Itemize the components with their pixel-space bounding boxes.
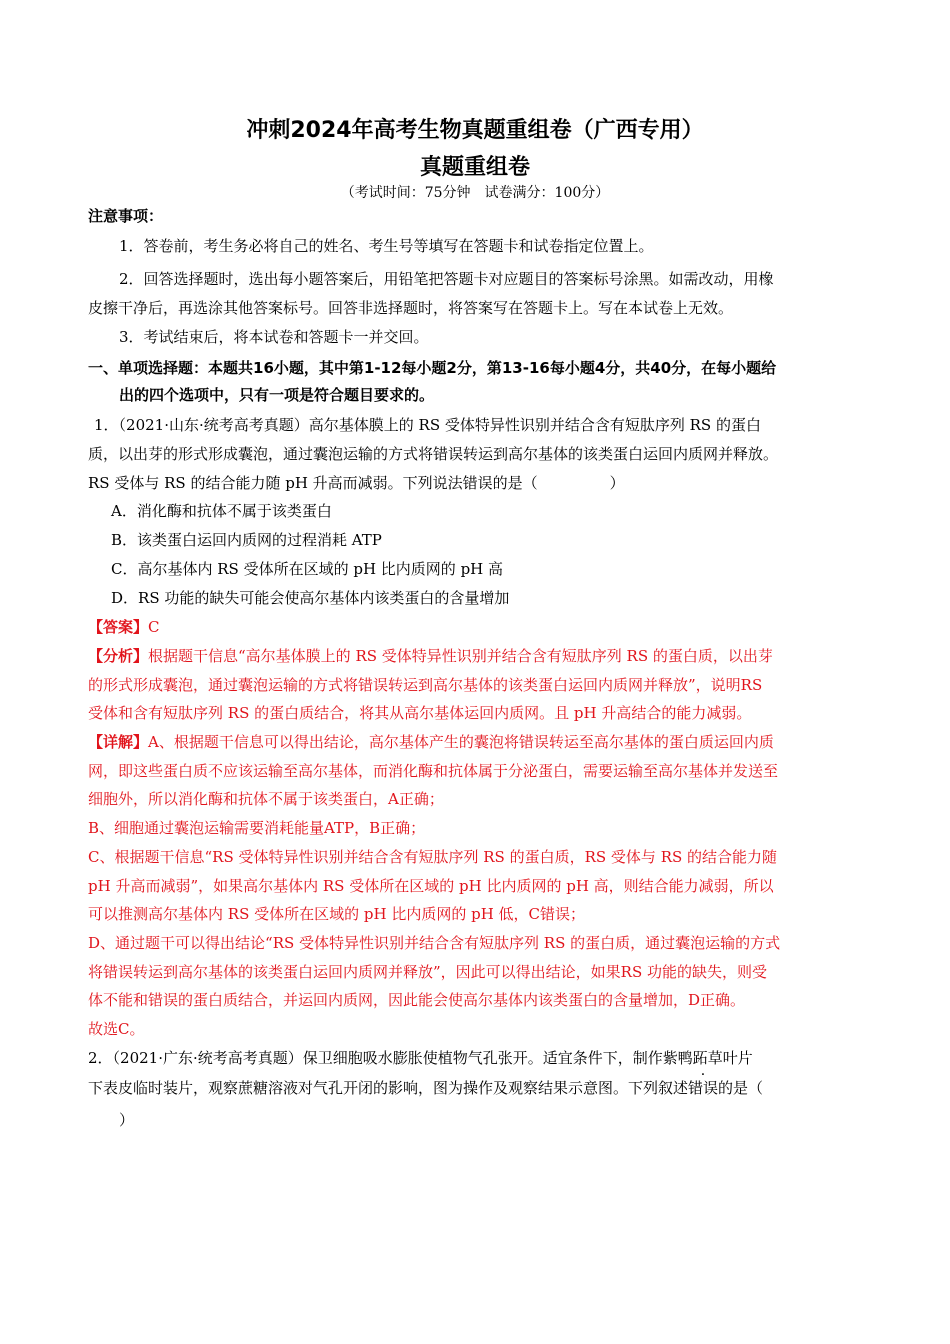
q2-stem-text: 下表皮临时装片，观察蔗糖溶液对气孔开闭的影响，图为操作及观察结果示意图。下列叙述 bbox=[88, 1079, 689, 1097]
analysis-tag: 【分析】 bbox=[88, 647, 149, 665]
q1-detail-line-7: 可以推测高尔基体内 RS 受体所在区域的 pH 比内质网的 pH 低，C错误； bbox=[88, 905, 586, 923]
q1-detail-line-1 bbox=[88, 732, 774, 752]
q2-stem-line-2 bbox=[88, 1078, 763, 1098]
q1-conclusion: 故选C。 bbox=[88, 1020, 145, 1038]
notice-heading: 注意事项： bbox=[88, 207, 164, 225]
q1-detail-line-10: 体不能和错误的蛋白质结合，并运回内质网，因此能会使高尔基体内该类蛋白的含量增加，D正确。 bbox=[88, 991, 746, 1009]
page-subtitle: 真题重组卷 bbox=[419, 155, 530, 180]
q1-option-b: B．该类蛋白运回内质网的过程消耗 ATP bbox=[111, 531, 382, 549]
detail-text: A、根据题干信息可以得出结论，高尔基体产生的囊泡将错误转运至高尔基体的蛋白质运回内质 bbox=[148, 733, 774, 751]
q2-emphasis: 错误 bbox=[688, 1079, 719, 1097]
section-heading-cont: 出的四个选项中，只有一项是符合题目要求的。 bbox=[119, 386, 435, 404]
q1-detail-line-2: 网，即这些蛋白质不应该运输至高尔基体，而消化酶和抗体属于分泌蛋白，需要运输至高尔基体并发送至 bbox=[88, 762, 779, 780]
notice-item-1: 1．答卷前，考生务必将自己的姓名、考生号等填写在答题卡和试卷指定位置上。 bbox=[119, 237, 654, 255]
q2-stem-line-1: 2．（2021·广东·统考高考真题）保卫细胞吸水膨胀使植物气孔张开。适宜条件下，制作紫鸭跖草叶片 bbox=[88, 1049, 753, 1067]
q1-option-a: A．消化酶和抗体不属于该类蛋白 bbox=[111, 502, 332, 520]
answer-value: C bbox=[148, 618, 160, 636]
q1-answer bbox=[88, 617, 160, 637]
q1-stem-line-1: 1．（2021·山东·统考高考真题）高尔基体膜上的 RS 受体特异性识别并结合含有短肽序列 RS 的蛋白 bbox=[94, 416, 761, 434]
q1-analysis-line-3: 受体和含有短肽序列 RS 的蛋白质结合，将其从高尔基体运回内质网。且 pH 升高结合的能力减弱。 bbox=[88, 704, 752, 722]
q1-detail-line-6: pH 升高而减弱”，如果高尔基体内 RS 受体所在区域的 pH 比内质网的 pH 高，则结合能力减弱，所以 bbox=[88, 877, 774, 895]
notice-item-3: 3．考试结束后，将本试卷和答题卡一并交回。 bbox=[119, 328, 429, 346]
q1-stem-line-3 bbox=[88, 473, 625, 493]
q1-detail-line-3: 细胞外，所以消化酶和抗体不属于该类蛋白，A正确； bbox=[88, 790, 444, 808]
q1-analysis-line-2: 的形式形成囊泡，通过囊泡运输的方式将错误转运到高尔基体的该类蛋白运回内质网并释放”，说明RS bbox=[88, 676, 763, 694]
q1-detail-line-4: B、细胞通过囊泡运输需要消耗能量ATP，B正确； bbox=[88, 819, 426, 837]
page-title: 冲刺2024年高考生物真题重组卷（广西专用） bbox=[246, 118, 704, 143]
q2-stem-close: ） bbox=[119, 1111, 135, 1129]
q1-stem-line-2: 质，以出芽的形式形成囊泡，通过囊泡运输的方式将错误转运到高尔基体的该类蛋白运回内质网并释放。 bbox=[88, 445, 779, 463]
notice-item-2: 2．回答选择题时，选出每小题答案后，用铅笔把答题卡对应题目的答案标号涂黑。如需改动，用橡 bbox=[119, 270, 774, 288]
q2-stem-text-end: 的是（ bbox=[718, 1079, 764, 1097]
q1-stem-close: ） bbox=[609, 474, 625, 492]
q1-detail-line-8: D、通过题干可以得出结论“RS 受体特异性识别并结合含有短肽序列 RS 的蛋白质，通过囊泡运输的方式 bbox=[88, 934, 781, 952]
q1-detail-line-9: 将错误转运到高尔基体的该类蛋白运回内质网并释放”，因此可以得出结论，如果RS 功能的缺失，则受 bbox=[88, 963, 768, 981]
q1-analysis-line-1 bbox=[88, 646, 773, 666]
q1-detail-line-5: C、根据题干信息“RS 受体特异性识别并结合含有短肽序列 RS 的蛋白质，RS 受体与 RS 的结合能力随 bbox=[88, 848, 778, 866]
answer-tag: 【答案】 bbox=[88, 618, 149, 636]
analysis-text: 根据题干信息“高尔基体膜上的 RS 受体特异性识别并结合含有短肽序列 RS 的蛋白质，以出芽 bbox=[148, 647, 773, 665]
q1-stem-text: RS 受体与 RS 的结合能力随 pH 升高而减弱。下列说法错误的是（ bbox=[88, 474, 538, 492]
section-heading: 一、单项选择题：本题共16小题，其中第1-12每小题2分，第13-16每小题4分，共40分，在每小题给 bbox=[88, 359, 777, 377]
notice-item-2-cont: 皮擦干净后，再选涂其他答案标号。回答非选择题时，将答案写在答题卡上。写在本试卷上无效。 bbox=[88, 299, 734, 317]
q1-option-d: D．RS 功能的缺失可能会使高尔基体内该类蛋白的含量增加 bbox=[111, 589, 510, 607]
detail-tag: 【详解】 bbox=[88, 733, 149, 751]
exam-info: （考试时间：75分钟 试卷满分：100分） bbox=[340, 185, 610, 201]
q1-option-c: C．高尔基体内 RS 受体所在区域的 pH 比内质网的 pH 高 bbox=[111, 560, 504, 578]
